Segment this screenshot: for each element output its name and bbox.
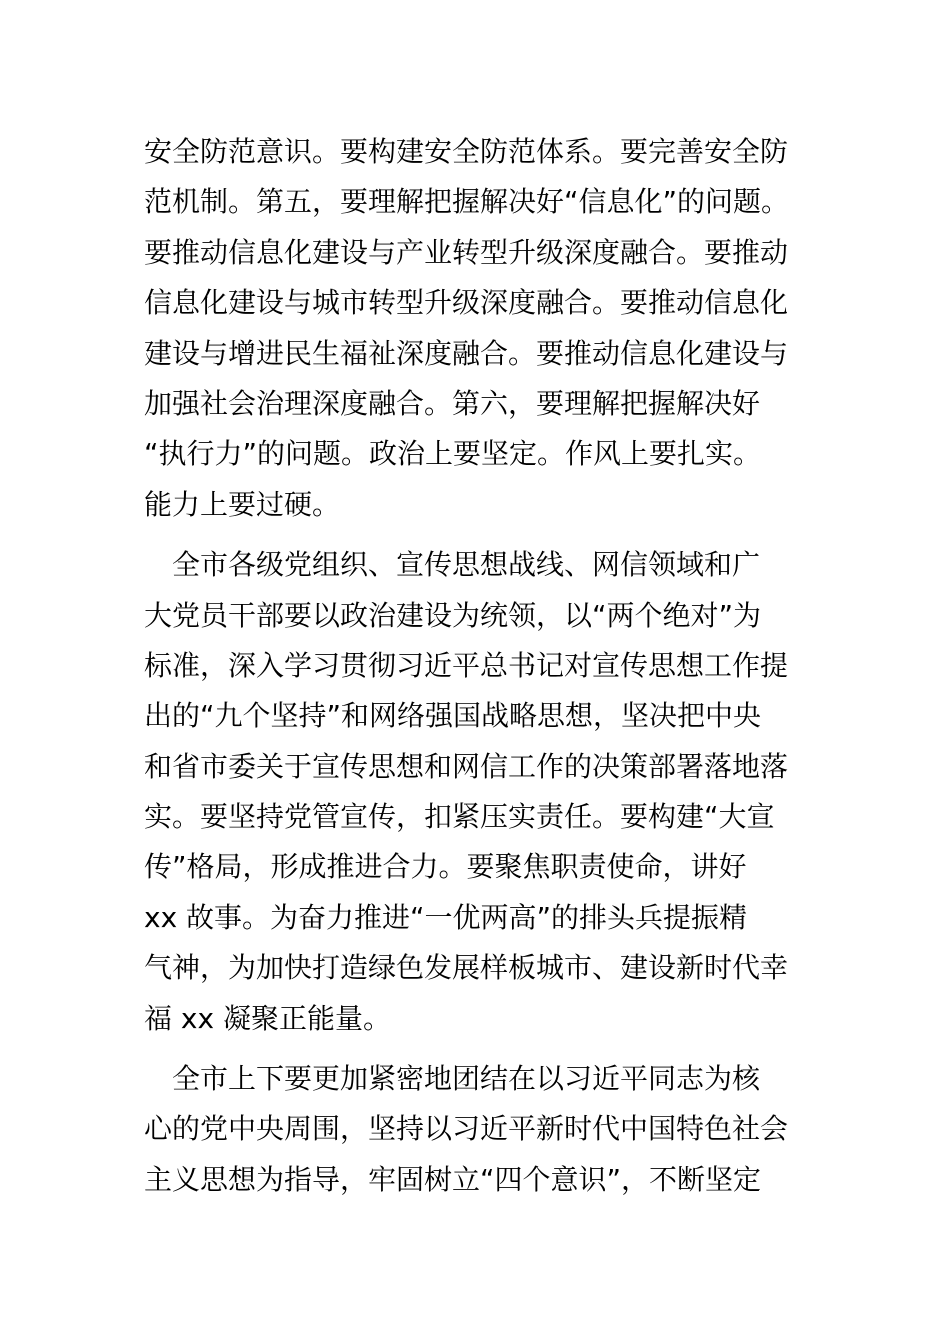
text-line: 安全防范意识。要构建安全防范体系。要完善安全防	[144, 135, 789, 168]
text-line: 标准，深入学习贯彻习近平总书记对宣传思想工作提	[144, 648, 789, 682]
text-line: 大党员干部要以政治建设为统领，以“两个绝对”为	[144, 598, 762, 632]
text-line: xx 故事。为奋力推进“一优两高”的排头兵提振精	[144, 900, 748, 934]
text-line: 传”格局，形成推进合力。要聚焦职责使命，讲好	[144, 850, 747, 884]
text-line: “执行力”的问题。政治上要坚定。作风上要扎实。	[144, 437, 762, 471]
paragraph-start-line: 全市上下要更加紧密地团结在以习近平同志为核	[144, 1062, 761, 1096]
body-text	[144, 127, 824, 1205]
text-line: 出的“九个坚持”和网络强国战略思想，坚决把中央	[144, 699, 762, 733]
text-line: 信息化建设与城市转型升级深度融合。要推动信息化	[144, 286, 789, 320]
text-line: 建设与增进民生福祉深度融合。要推动信息化建设与	[144, 336, 789, 370]
paragraph-start-line: 全市各级党组织、宣传思想战线、网信领域和广	[144, 548, 761, 582]
text-line: 福 xx 凝聚正能量。	[144, 1001, 391, 1035]
text-line: 心的党中央周围，坚持以习近平新时代中国特色社会	[144, 1112, 789, 1146]
text-line: 气神，为加快打造绿色发展样板城市、建设新时代幸	[144, 951, 789, 985]
text-line: 实。要坚持党管宣传，扣紧压实责任。要构建“大宣	[144, 800, 775, 834]
text-line: 加强社会治理深度融合。第六，要理解把握解决好	[144, 386, 761, 420]
text-line: 范机制。第五，要理解把握解决好“信息化”的问题。	[144, 185, 790, 219]
text-line: 能力上要过硬。	[144, 487, 341, 521]
text-line: 主义思想为指导，牢固树立“四个意识”，不断坚定	[144, 1162, 762, 1196]
text-line: 要推动信息化建设与产业转型升级深度融合。要推动	[144, 235, 789, 269]
text-line: 和省市委关于宣传思想和网信工作的决策部署落地落	[144, 749, 789, 783]
